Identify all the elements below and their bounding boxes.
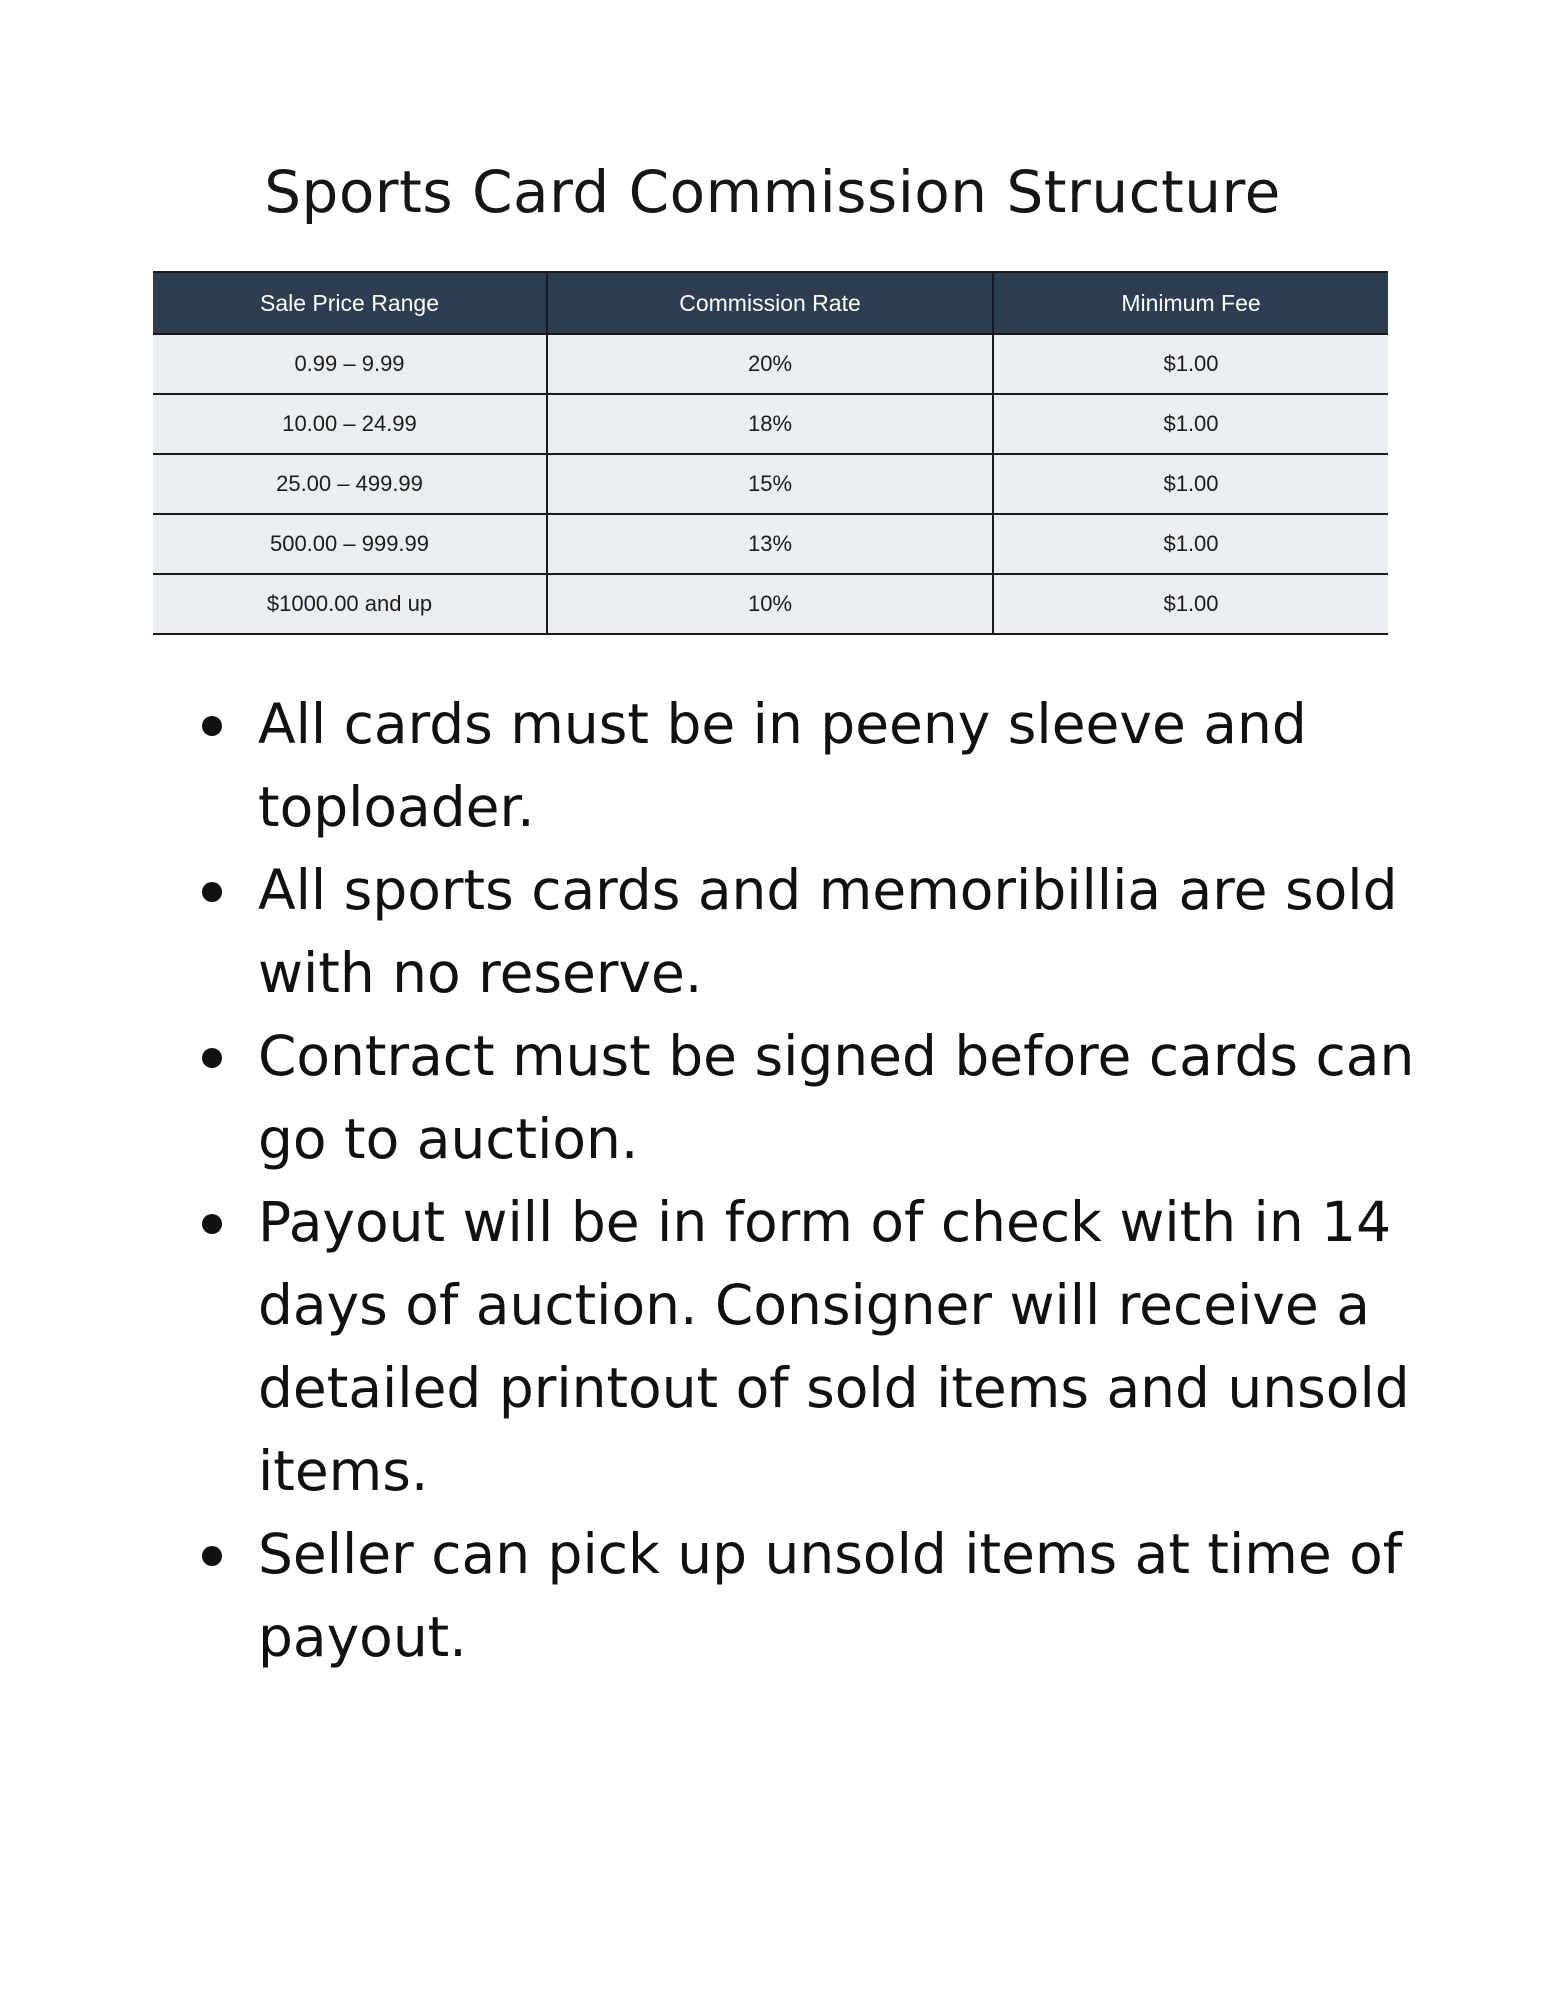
cell-minimum-fee: $1.00 bbox=[993, 574, 1388, 634]
cell-commission-rate: 20% bbox=[547, 334, 993, 394]
table-row bbox=[153, 454, 1388, 514]
rule-text: Payout will be in form of check with in 14 days of auction. Consigner will receive a detailed printout of sold items and unsold items. bbox=[258, 1190, 1410, 1503]
cell-commission-rate: 15% bbox=[547, 454, 993, 514]
bullet-icon bbox=[202, 1546, 222, 1566]
table-header-row bbox=[153, 272, 1388, 334]
cell-minimum-fee: $1.00 bbox=[993, 334, 1388, 394]
header-commission-rate: Commission Rate bbox=[547, 272, 993, 334]
commission-table bbox=[153, 271, 1388, 635]
rule-text: Seller can pick up unsold items at time of payout. bbox=[258, 1522, 1403, 1669]
list-item bbox=[195, 849, 1415, 1015]
table-row bbox=[153, 514, 1388, 574]
table-row bbox=[153, 394, 1388, 454]
bullet-icon bbox=[202, 882, 222, 902]
cell-sale-price-range: 500.00 – 999.99 bbox=[153, 514, 547, 574]
cell-sale-price-range: $1000.00 and up bbox=[153, 574, 547, 634]
cell-minimum-fee: $1.00 bbox=[993, 454, 1388, 514]
cell-sale-price-range: 10.00 – 24.99 bbox=[153, 394, 547, 454]
header-minimum-fee: Minimum Fee bbox=[993, 272, 1388, 334]
table-row bbox=[153, 574, 1388, 634]
header-sale-price-range: Sale Price Range bbox=[153, 272, 547, 334]
table-row bbox=[153, 334, 1388, 394]
bullet-icon bbox=[202, 716, 222, 736]
rule-text: All cards must be in peeny sleeve and toploader. bbox=[258, 692, 1307, 839]
list-item bbox=[195, 1181, 1415, 1513]
list-item bbox=[195, 1015, 1415, 1181]
cell-commission-rate: 10% bbox=[547, 574, 993, 634]
bullet-icon bbox=[202, 1214, 222, 1234]
cell-sale-price-range: 0.99 – 9.99 bbox=[153, 334, 547, 394]
cell-commission-rate: 18% bbox=[547, 394, 993, 454]
rules-list bbox=[195, 683, 1415, 1679]
page-title: Sports Card Commission Structure bbox=[264, 158, 1281, 226]
list-item bbox=[195, 1513, 1415, 1679]
rule-text: All sports cards and memoribillia are sold with no reserve. bbox=[258, 858, 1398, 1005]
list-item bbox=[195, 683, 1415, 849]
cell-minimum-fee: $1.00 bbox=[993, 394, 1388, 454]
cell-sale-price-range: 25.00 – 499.99 bbox=[153, 454, 547, 514]
bullet-icon bbox=[202, 1048, 222, 1068]
cell-minimum-fee: $1.00 bbox=[993, 514, 1388, 574]
rule-text: Contract must be signed before cards can go to auction. bbox=[258, 1024, 1415, 1171]
cell-commission-rate: 13% bbox=[547, 514, 993, 574]
